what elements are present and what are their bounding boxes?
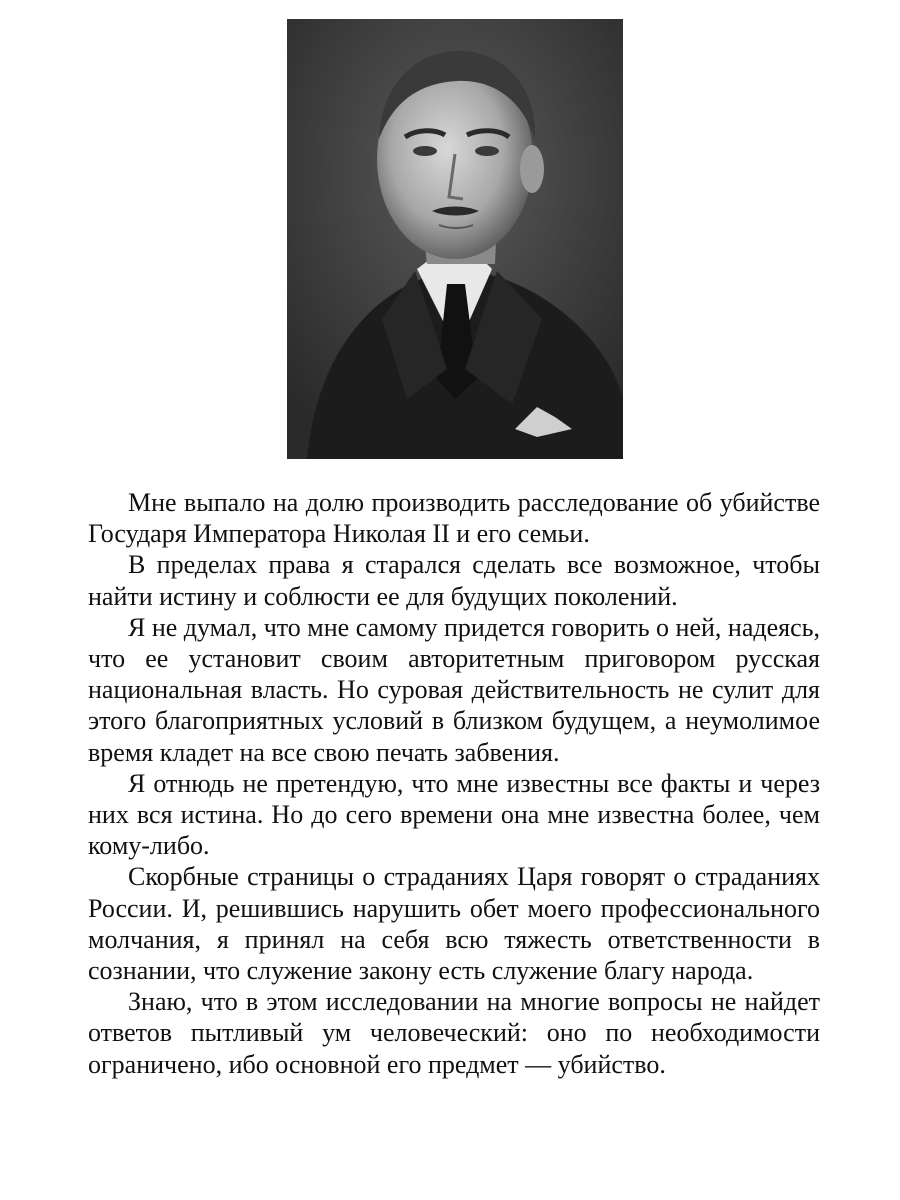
- paragraph-2: В пределах права я старался сделать все возможное, чтобы найти истину и соблюсти ее для будущих поколений.: [88, 550, 820, 611]
- paragraph-1: Мне выпало на долю производить расследование об убийстве Государя Императора Николая II и его семьи.: [88, 488, 820, 549]
- paragraph-4: Я отнюдь не претендую, что мне известны все факты и через них вся истина. Но до сего времени она мне известна более, чем кому-либо.: [88, 768, 820, 861]
- document-body: [88, 487, 820, 1080]
- portrait-photo: [287, 19, 623, 459]
- paragraph-5: Скорбные страницы о страданиях Царя говорят о страданиях России. И, решившись нарушить обет моего профессионального молчания, я принял на себя всю тяжесть ответственности в сознании, что служение закону есть служение благу народа.: [88, 862, 820, 986]
- portrait-photo-icon: [287, 19, 623, 459]
- paragraph-3: Я не думал, что мне самому придется говорить о ней, надеясь, что ее установит своим авторитетным приговором русская национальная власть. Но суровая действительность не сулит для этого благоприятных условий в близком будущем, а неумолимое время кладет на все свою печать забвения.: [88, 612, 820, 767]
- paragraph-6: Знаю, что в этом исследовании на многие вопросы не найдет ответов пытливый ум человеческий: оно по необходимости ограничено, ибо основной его предмет — убийство.: [88, 987, 820, 1079]
